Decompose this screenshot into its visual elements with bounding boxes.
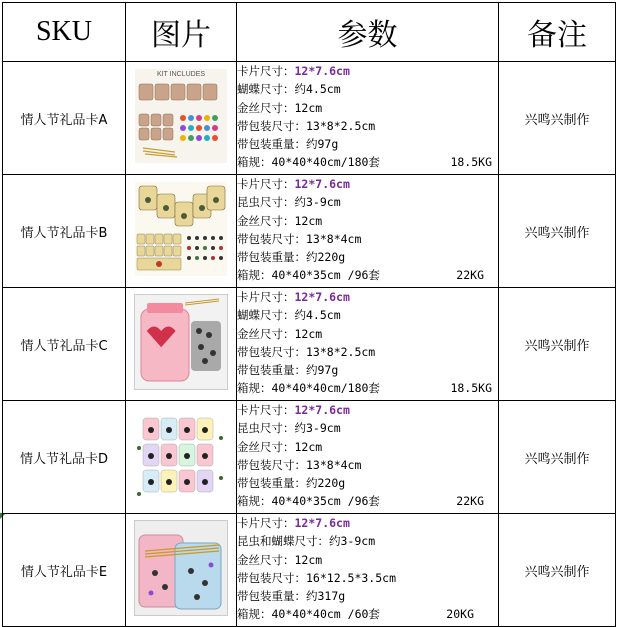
card-size-label: 卡片尺寸： [237,64,295,78]
carton-weight: 22KG [456,268,484,283]
sku-cell: 情人节礼品卡E [3,514,126,627]
carton-spec: 箱规：40*40*40cm/180套 [237,155,380,170]
note-cell: 兴鸣兴制作 [499,175,616,288]
card-size-value: 12*7.6cm [294,177,350,191]
param-line: 金丝尺寸：12cm [237,100,323,115]
param-line: 带包装尺寸：13*8*4cm [237,231,362,246]
carton-spec: 箱规：40*40*35cm /96套 [237,494,380,509]
table-row [3,514,616,627]
carton-weight: 18.5KG [450,381,492,396]
param-line: 昆虫尺寸：约3-9cm [237,421,341,436]
param-line: 金丝尺寸：12cm [237,213,323,228]
param-line: 蝴蝶尺寸：约4.5cm [237,82,341,97]
sku-cell: 情人节礼品卡C [3,288,126,401]
params-cell [237,62,499,175]
sku-cell: 情人节礼品卡B [3,175,126,288]
param-line: 昆虫和蝴蝶尺寸：约3-9cm [237,534,376,549]
header-params: 参数 [237,3,499,62]
carton-weight: 22KG [456,494,484,509]
note-cell: 兴鸣兴制作 [499,401,616,514]
carton-spec: 箱规：40*40*40cm /60套 [237,607,380,622]
sku-cell: 情人节礼品卡A [3,62,126,175]
carton-spec: 箱规：40*40*35cm /96套 [237,268,380,283]
params-cell [237,288,499,401]
param-line: 金丝尺寸：12cm [237,439,323,454]
header-row [3,3,616,62]
table-row [3,288,616,401]
table-row [3,401,616,514]
insect-jar-illustration [135,182,227,276]
param-line: 带包装尺寸：16*12.5*3.5cm [237,570,397,585]
param-line: 带包装重量：约220g [237,476,346,491]
card-size-label: 卡片尺寸： [237,290,295,304]
card-size-value: 12*7.6cm [294,64,350,78]
note-cell: 兴鸣兴制作 [499,514,616,627]
carton-spec: 箱规：40*40*40cm/180套 [237,381,380,396]
card-size-value: 12*7.6cm [294,516,350,530]
param-line: 金丝尺寸：12cm [237,326,323,341]
card-size-label: 卡片尺寸： [237,177,295,191]
params-cell [237,401,499,514]
note-cell: 兴鸣兴制作 [499,62,616,175]
table-row [3,175,616,288]
param-line: 带包装尺寸：13*8*2.5cm [237,118,376,133]
params-cell [237,514,499,627]
product-image-b [135,182,227,276]
card-size-value: 12*7.6cm [294,403,350,417]
card-size-label: 卡片尺寸： [237,516,295,530]
header-image: 图片 [126,3,237,62]
header-note: 备注 [499,3,616,62]
card-size-value: 12*7.6cm [294,290,350,304]
header-sku: SKU [3,3,126,62]
param-line: 带包装重量：约97g [237,363,339,378]
param-line: 带包装重量：约317g [237,589,346,604]
product-image-c [134,294,228,390]
gift-bag-illustration [135,521,227,615]
product-image-a [135,69,227,163]
card-size-label: 卡片尺寸： [237,403,295,417]
param-line: 金丝尺寸：12cm [237,552,323,567]
params-cell [237,175,499,288]
param-line: 蝴蝶尺寸：约4.5cm [237,308,341,323]
carton-weight: 20KG [446,607,474,622]
product-image-d [135,408,227,502]
insect-cards-illustration [135,408,227,502]
param-line: 带包装重量：约97g [237,137,339,152]
param-line: 昆虫尺寸：约3-9cm [237,195,341,210]
carton-weight: 18.5KG [450,155,492,170]
kit-caption: KIT INCLUDES [156,71,206,78]
note-cell: 兴鸣兴制作 [499,288,616,401]
table-row [3,62,616,175]
product-image-e [134,520,228,616]
valentine-card-illustration [135,295,227,389]
param-line: 带包装尺寸：13*8*2.5cm [237,344,376,359]
param-line: 带包装重量：约220g [237,250,346,265]
product-table [2,2,616,627]
param-line: 带包装尺寸：13*8*4cm [237,457,362,472]
sku-cell: 情人节礼品卡D [3,401,126,514]
jar-cards-illustration [135,78,227,160]
